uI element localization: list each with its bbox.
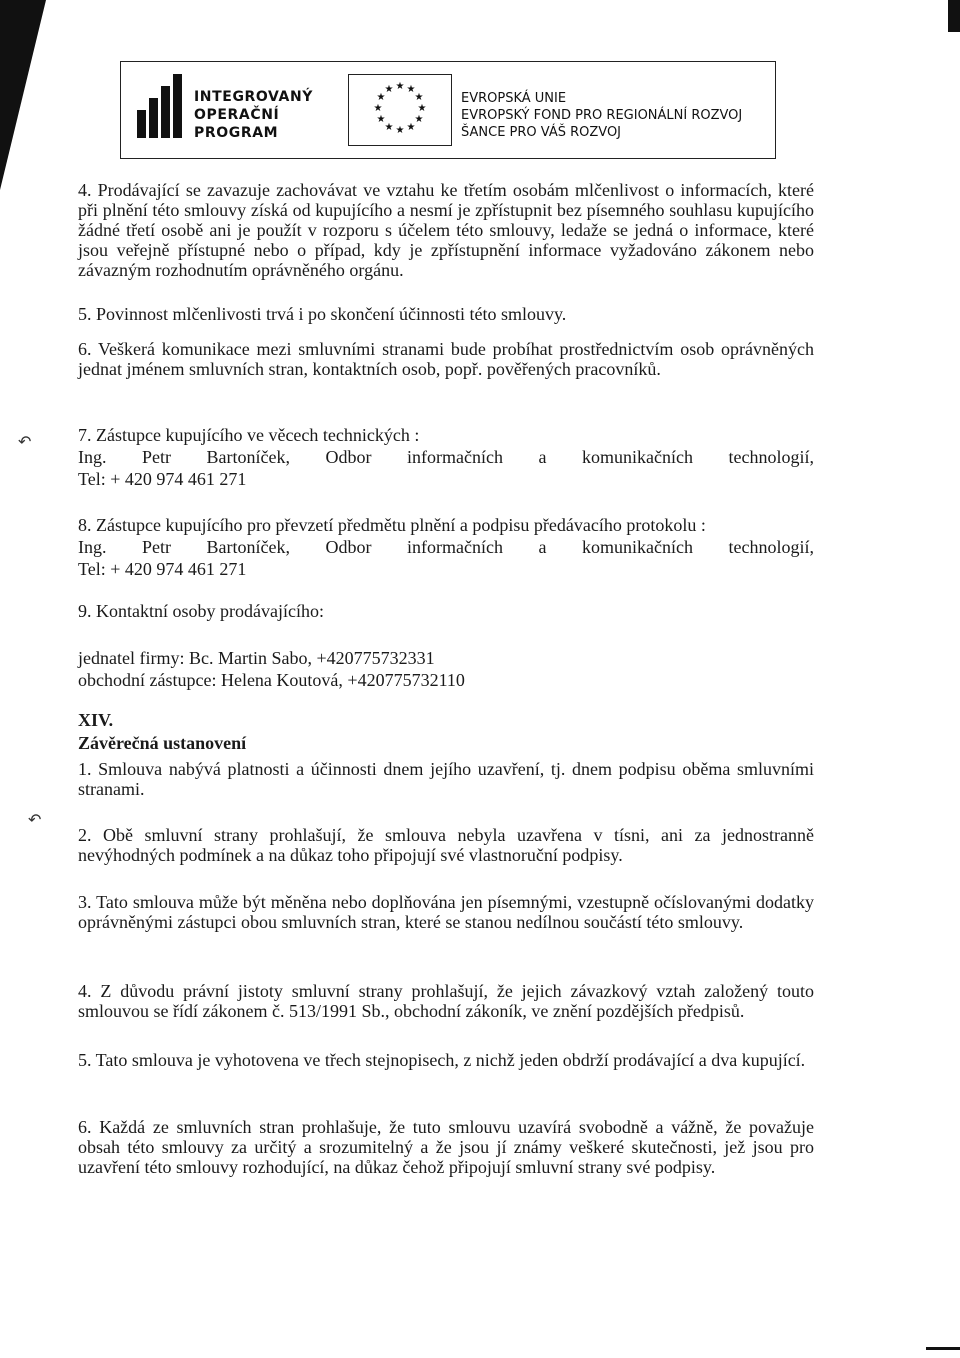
iop-line: INTEGROVANÝ — [194, 89, 314, 105]
svg-text:★: ★ — [395, 81, 405, 92]
paragraph-7-title: 7. Zástupce kupujícího ve věcech technických : — [78, 425, 420, 445]
svg-text:★: ★ — [414, 92, 424, 103]
final-provision-item: 2. Obě smluvní strany prohlašují, že smlouva nebyla uzavřena v tísni, ani za jednostranně nevýhodných podmínek a na důkaz toho připojují své vlastnoruční podpisy. — [78, 825, 814, 865]
eu-line: EVROPSKÁ UNIE — [461, 91, 567, 106]
iop-logo-text — [194, 88, 313, 142]
paragraph-7-line2: Tel: + 420 974 461 271 — [78, 469, 247, 489]
paragraph-4: 4. Prodávající se zavazuje zachovávat ve vztahu ke třetím osobám mlčenlivost o informacích, které při plnění této smlouvy získá od kupujícího a nesmí je zpřístupnit bez písemného souhlasu kupujícího žádné třetí osobě ani je použít v rozporu s účelem této smlouvy, ledaže se jedná o informace, které jsou veřejně přístupné nebo o případ, kdy je zpřístupnění informace vyžadováno zákonem nebo závazným rozhodnutím oprávněného orgánu. — [78, 180, 814, 280]
paragraph-8-line2: Tel: + 420 974 461 271 — [78, 559, 247, 579]
paragraph-8-title: 8. Zástupce kupujícího pro převzetí předmětu plnění a podpisu předávacího protokolu : — [78, 515, 706, 535]
svg-text:★: ★ — [395, 125, 405, 136]
iop-line: PROGRAM — [194, 125, 279, 141]
paragraph-8-line1: Ing. Petr Bartoníček, Odbor informačních a komunikačních technologií, — [78, 537, 814, 557]
final-provision-item: 1. Smlouva nabývá platnosti a účinnosti dnem jejího uzavření, tj. dnem podpisu oběma smluvními stranami. — [78, 759, 814, 799]
eu-line: ŠANCE PRO VÁŠ ROZVOJ — [461, 125, 622, 140]
eu-logo-text — [461, 90, 742, 141]
eu-line: EVROPSKÝ FOND PRO REGIONÁLNÍ ROZVOJ — [461, 108, 743, 123]
paragraph-9-line2: obchodní zástupce: Helena Koutová, +420775732110 — [78, 670, 465, 690]
header-logo-box — [120, 61, 776, 159]
section-number: XIV. — [78, 710, 114, 730]
scan-edge — [948, 0, 960, 32]
svg-text:★: ★ — [414, 114, 424, 125]
scan-edge — [0, 0, 46, 190]
iop-line: OPERAČNÍ — [194, 107, 280, 123]
final-provision-item: 4. Z důvodu právní jistoty smluvní strany prohlašují, že jejich závazkový vztah založený touto smlouvou se řídí zákonem č. 513/1991 Sb., obchodní zákoník, ve znění pozdějších předpisů. — [78, 981, 814, 1021]
paragraph-9-line1: jednatel firmy: Bc. Martin Sabo, +420775732331 — [78, 648, 435, 668]
final-provision-item: 5. Tato smlouva je vyhotovena ve třech stejnopisech, z nichž jeden obdrží prodávající a dva kupující. — [78, 1050, 806, 1070]
svg-text:★: ★ — [384, 84, 394, 95]
paragraph-5: 5. Povinnost mlčenlivosti trvá i po skončení účinnosti této smlouvy. — [78, 304, 567, 324]
paragraph-9-title: 9. Kontaktní osoby prodávajícího: — [78, 601, 324, 621]
scan-edge — [926, 1347, 960, 1350]
margin-mark-icon: ↶ — [18, 432, 32, 451]
final-provision-item: 3. Tato smlouva může být měněna nebo doplňována jen písemnými, vzestupně očíslovanými dodatky oprávněnými zástupci obou smluvních stran, které se stanou nedílnou součástí této smlouvy. — [78, 892, 814, 932]
paragraph-7-line1: Ing. Petr Bartoníček, Odbor informačních a komunikačních technologií, — [78, 447, 814, 467]
svg-text:★: ★ — [376, 114, 386, 125]
svg-text:★: ★ — [406, 122, 416, 133]
iop-logo-icon — [135, 74, 191, 138]
margin-mark-icon: ↶ — [28, 810, 42, 829]
svg-text:★: ★ — [384, 122, 394, 133]
svg-text:★: ★ — [417, 103, 427, 114]
paragraph-6: 6. Veškerá komunikace mezi smluvními stranami bude probíhat prostřednictvím osob oprávněných jednat jménem smluvních stran, kontaktních osob, popř. pověřených pracovníků. — [78, 339, 814, 379]
svg-text:★: ★ — [376, 92, 386, 103]
svg-text:★: ★ — [406, 84, 416, 95]
final-provision-item: 6. Každá ze smluvních stran prohlašuje, že tuto smlouvu uzavírá svobodně a vážně, že považuje obsah této smlouvy za určitý a srozumitelný a že jsou jí známy veškeré skutečnosti, jež jsou pro uzavření této smlouvy rozhodující, na důkaz čehož připojují smluvní strany své podpisy. — [78, 1117, 814, 1177]
section-title: Závěrečná ustanovení — [78, 733, 247, 753]
svg-text:★: ★ — [373, 103, 383, 114]
eu-stars-icon — [348, 74, 452, 146]
